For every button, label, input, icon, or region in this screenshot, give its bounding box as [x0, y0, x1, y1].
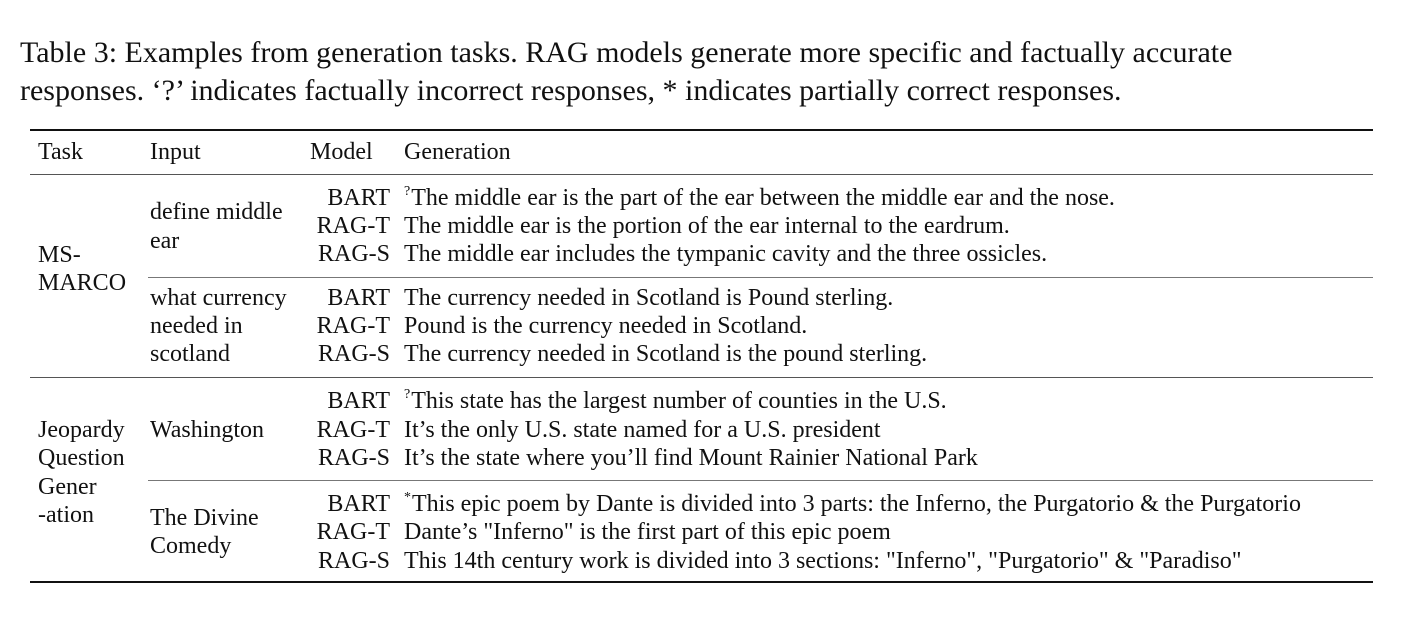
generation-text: The currency needed in Scotland is the pound sterling. — [404, 341, 928, 367]
model-label: BART — [327, 185, 390, 211]
task-label: Jeopardy — [38, 417, 125, 443]
header-model: Model — [310, 139, 373, 165]
model-label: RAG-T — [316, 213, 390, 239]
jeopardy-input-divider — [148, 480, 1373, 481]
model-label: BART — [327, 388, 390, 414]
task-label: Question — [38, 445, 125, 471]
model-label: RAG-S — [317, 445, 390, 471]
model-label: RAG-T — [316, 313, 390, 339]
generation-text: ?The middle ear is the part of the ear between the middle ear and the nose. — [404, 184, 1115, 211]
table-caption — [20, 34, 1400, 110]
input-label: Washington — [150, 417, 265, 443]
incorrect-mark: ? — [404, 184, 411, 199]
header-task: Task — [38, 139, 83, 165]
input-label: The Divine — [150, 505, 259, 531]
input-label: what currency — [150, 285, 287, 311]
header-generation: Generation — [404, 139, 511, 165]
model-label: RAG-T — [316, 417, 390, 443]
task-label: MS- — [38, 242, 81, 268]
generation-text: It’s the state where you’ll find Mount Rainier National Park — [404, 445, 978, 471]
input-label: Comedy — [150, 533, 232, 559]
model-label: BART — [327, 285, 390, 311]
caption-line-1: Table 3: Examples from generation tasks. RAG models generate more specific and factually accurate — [20, 36, 1233, 69]
generation-text: ?This state has the largest number of counties in the U.S. — [404, 387, 947, 414]
generation-text: Dante’s "Inferno" is the first part of this epic poem — [404, 519, 891, 545]
model-label: RAG-S — [317, 341, 390, 367]
msmarco-input-divider — [148, 277, 1373, 278]
header-input: Input — [150, 139, 201, 165]
task-label: MARCO — [38, 270, 127, 296]
input-label: define middle — [150, 199, 283, 225]
header-rule — [30, 174, 1373, 175]
model-label: BART — [327, 491, 390, 517]
top-rule — [30, 129, 1373, 131]
group-divider — [30, 377, 1373, 378]
incorrect-mark: ? — [404, 387, 411, 402]
bottom-rule — [30, 581, 1373, 583]
task-label: -ation — [38, 502, 94, 528]
partial-mark: * — [404, 490, 411, 505]
generation-text: The middle ear includes the tympanic cavity and the three ossicles. — [404, 241, 1048, 267]
model-label: RAG-S — [317, 548, 390, 574]
input-label: scotland — [150, 341, 230, 367]
model-label: RAG-T — [316, 519, 390, 545]
generation-text: It’s the only U.S. state named for a U.S. president — [404, 417, 881, 443]
input-label: ear — [150, 228, 180, 254]
generation-text: Pound is the currency needed in Scotland. — [404, 313, 808, 339]
input-label: needed in — [150, 313, 243, 339]
generation-text: The middle ear is the portion of the ear internal to the eardrum. — [404, 213, 1010, 239]
task-label: Gener — [38, 474, 97, 500]
caption-line-2: responses. ‘?’ indicates factually incorrect responses, * indicates partially correct responses. — [20, 74, 1122, 107]
model-label: RAG-S — [317, 241, 390, 267]
generation-text: The currency needed in Scotland is Pound sterling. — [404, 285, 894, 311]
generation-text: This 14th century work is divided into 3 sections: "Inferno", "Purgatorio" & "Paradiso" — [404, 548, 1242, 574]
generation-text: *This epic poem by Dante is divided into 3 parts: the Inferno, the Purgatorio & the Purgatorio — [404, 490, 1301, 517]
